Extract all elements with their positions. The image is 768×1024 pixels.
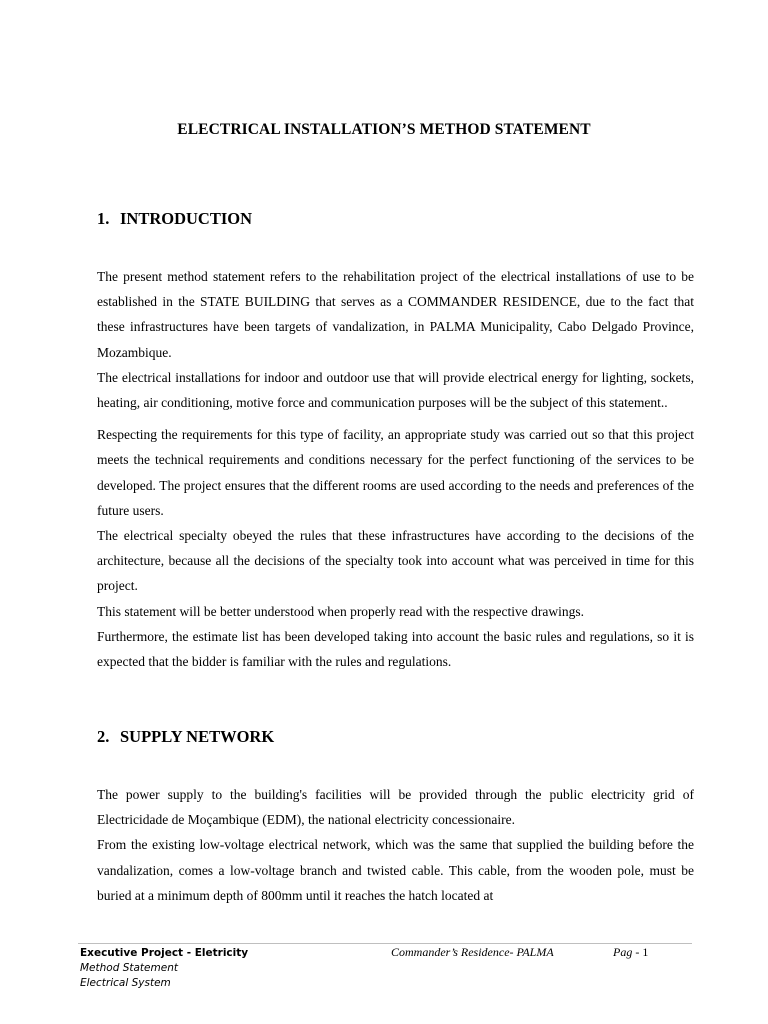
footer-system-name: Electrical System (80, 977, 171, 989)
supply-network-body (97, 782, 694, 908)
paragraph: The electrical installations for indoor and outdoor use that will provide electrical energy for lighting, sockets, heating, air conditioning, motive force and communication purposes will be the subject of this statement.. (97, 369, 694, 411)
footer-page-number (613, 945, 648, 960)
footer-project-info (80, 946, 248, 991)
paragraph: This statement will be better understood when properly read with the respective drawings. (97, 603, 584, 619)
section-heading-supply-network (97, 727, 274, 747)
page-number: 1 (642, 945, 649, 959)
paragraph: The electrical specialty obeyed the rules that these infrastructures have according to the decisions of the architecture, because all the decisions of the specialty took into account what was perceived in time for this project. (97, 528, 694, 594)
page-label: Pag (613, 945, 633, 959)
paragraph: The present method statement refers to the rehabilitation project of the electrical installations of use to be established in the STATE BUILDING that serves as a COMMANDER RESIDENCE, due to the fact that these infrastructures have been targets of vandalization, in PALMA Municipality, Cabo Delgado Province, Mozambique. (97, 269, 694, 360)
page-separator: - (632, 945, 643, 959)
footer-document-type: Method Statement (80, 962, 178, 974)
introduction-body (97, 264, 694, 674)
document-title: ELECTRICAL INSTALLATION’S METHOD STATEMENT (177, 121, 591, 138)
footer-project-title: Executive Project - Eletricity (80, 947, 249, 959)
paragraph: From the existing low-voltage electrical network, which was the same that supplied the building before the vandalization, comes a low-voltage branch and twisted cable. This cable, from the wooden pole, must be buried at a minimum depth of 800mm until it reaches the hatch located at (97, 837, 694, 903)
paragraph: Respecting the requirements for this type of facility, an appropriate study was carried out so that this project meets the technical requirements and conditions necessary for the perfect functioning of the services to be developed. The project ensures that the different rooms are used according to the needs and preferences of the future users. (97, 427, 694, 518)
section-number: 1. (97, 209, 110, 228)
section-title: INTRODUCTION (120, 209, 253, 228)
footer-residence-label: Commander’s Residence- PALMA (391, 945, 554, 959)
footer-divider (78, 943, 692, 944)
section-number: 2. (97, 727, 110, 746)
paragraph: The power supply to the building's facilities will be provided through the public electricity grid of Electricidade de Moçambique (EDM), the national electricity concessionaire. (97, 787, 694, 828)
paragraph: Furthermore, the estimate list has been developed taking into account the basic rules and regulations, so it is expected that the bidder is familiar with the rules and regulations. (97, 628, 694, 670)
section-heading-introduction (97, 209, 252, 229)
section-title: SUPPLY NETWORK (120, 727, 275, 746)
